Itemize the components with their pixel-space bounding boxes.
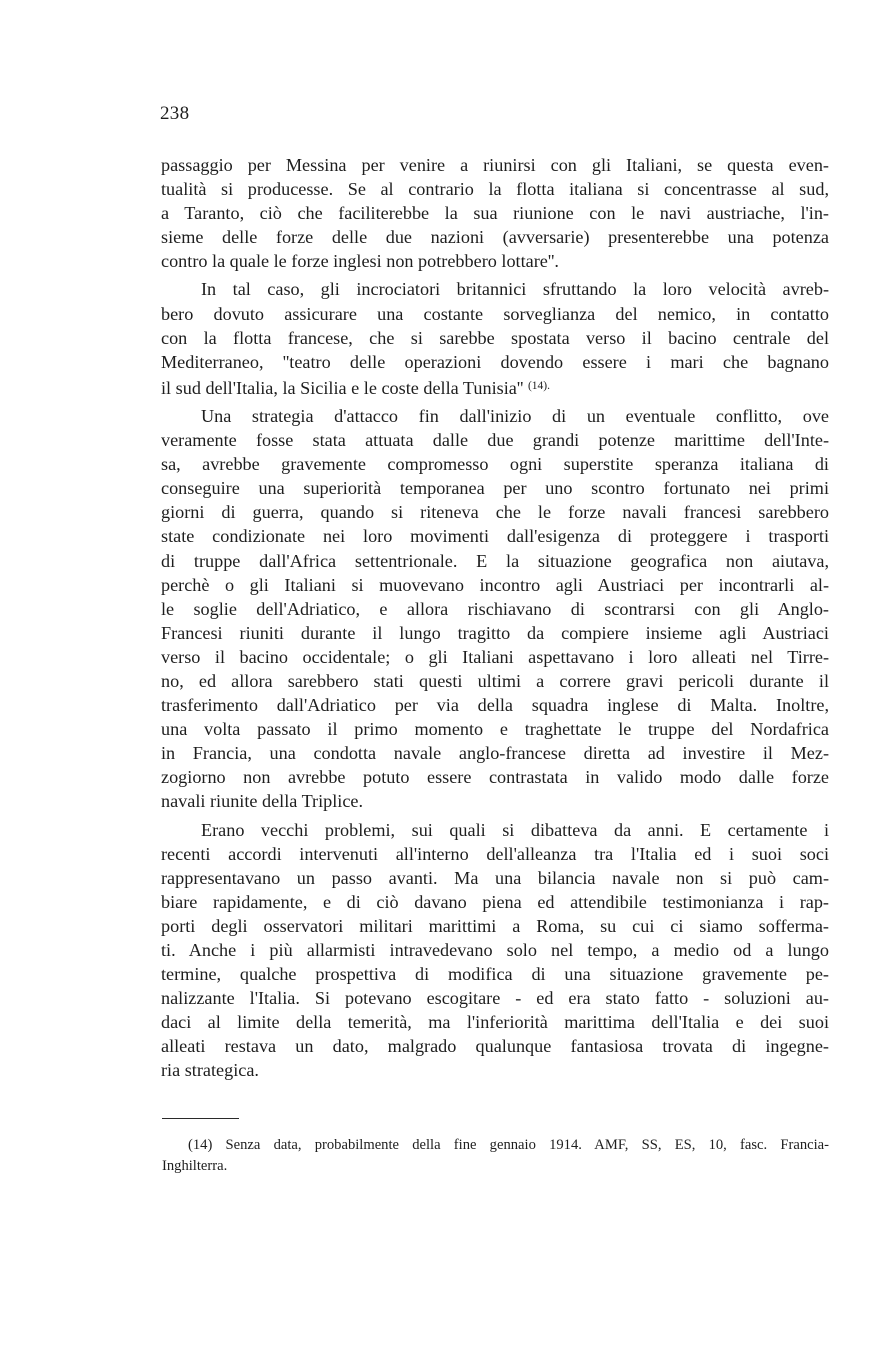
text-line: con la flotta francese, che si sarebbe spostata verso il bacino centrale del: [161, 327, 829, 348]
text-line-with-footnote: [161, 374, 829, 400]
footnote-line: Inghilterra.: [162, 1158, 228, 1174]
text-line: le soglie dell'Adriatico, e allora rischiavano di scontrarsi con gli Anglo-: [161, 598, 829, 619]
text-line: daci al limite della temerità, ma l'inferiorità marittima dell'Italia e dei suoi: [161, 1012, 829, 1033]
text-line: perchè o gli Italiani si muovevano incontro agli Austriaci per incontrarli al-: [161, 574, 829, 595]
text-line: Mediterraneo, ''teatro delle operazioni dovendo essere i mari che bagnano: [161, 351, 829, 372]
footnote-14: [162, 1135, 829, 1177]
text-line: ti. Anche i più allarmisti intravedevano solo nel tempo, a medio od a lungo: [161, 940, 829, 960]
paragraph-2: [161, 277, 829, 399]
text-line: bero dovuto assicurare una costante sorveglianza del nemico, in contatto: [161, 303, 829, 324]
text-line: termine, qualche prospettiva di modifica di una situazione gravemente pe-: [161, 964, 829, 985]
text-line: biare rapidamente, e di ciò davano piena ed attendibile testimonianza i rap-: [161, 891, 829, 912]
text-line: alleati restava un dato, malgrado qualunque fantasiosa trovata di ingegne-: [161, 1036, 829, 1057]
text-line: conseguire una superiorità temporanea per uno scontro fortunato nei primi: [161, 478, 829, 499]
footnote-reference: (14).: [527, 379, 550, 392]
footnote-line: (14) Senza data, probabilmente della fine gennaio 1914. AMF, SS, ES, 10, fasc. Francia-: [188, 1137, 829, 1153]
text-line: di truppe dall'Africa settentrionale. E la situazione geografica non aiutava,: [161, 550, 829, 571]
text-line: sa, avrebbe gravemente compromesso ogni superstite speranza italiana di: [161, 454, 829, 475]
paragraph-1: [161, 153, 829, 273]
text-line: rappresentavano un passo avanti. Ma una bilancia navale non si può cam-: [161, 867, 829, 888]
text-line: trasferimento dall'Adriatico per via della squadra inglese di Malta. Inoltre,: [161, 695, 829, 716]
text-line: in Francia, una condotta navale anglo-francese diretta ad investire il Mez-: [161, 743, 829, 764]
text-line: contro la quale le forze inglesi non potrebbero lottare''.: [161, 251, 559, 272]
text-line: una volta passato il primo momento e traghettate le truppe del Nordafrica: [161, 719, 829, 740]
footnote-divider: [162, 1118, 239, 1119]
page-number: 238: [160, 103, 190, 124]
text-line: il sud dell'Italia, la Sicilia e le coste della Tunisia'': [161, 377, 524, 398]
text-line: state condizionate nei loro movimenti dall'esigenza di proteggere i trasporti: [161, 526, 829, 547]
text-line: sieme delle forze delle due nazioni (avversarie) presenterebbe una potenza: [161, 227, 829, 248]
text-line: zogiorno non avrebbe potuto essere contrastata in valido modo dalle forze: [161, 767, 829, 788]
text-line: In tal caso, gli incrociatori britannici sfruttando la loro velocità avreb-: [201, 279, 829, 300]
text-line: Erano vecchi problemi, sui quali si dibatteva da anni. E certamente i: [201, 819, 829, 840]
text-line: tualità si producesse. Se al contrario la flotta italiana si concentrasse al sud,: [161, 179, 829, 200]
text-line: no, ed allora sarebbero stati questi ultimi a correre gravi pericoli durante il: [161, 670, 829, 691]
text-line: ria strategica.: [161, 1060, 259, 1081]
text-line: giorni di guerra, quando si riteneva che le forze navali francesi sarebbero: [161, 502, 829, 523]
text-line: a Taranto, ciò che faciliterebbe la sua riunione con le navi austriache, l'in-: [161, 203, 829, 224]
paragraph-3: [161, 404, 829, 814]
body-text: [161, 153, 829, 1083]
text-line: Una strategia d'attacco fin dall'inizio di un eventuale conflitto, ove: [201, 405, 829, 426]
text-line: nalizzante l'Italia. Si potevano escogitare - ed era stato fatto - soluzioni au-: [161, 988, 829, 1009]
text-line: recenti accordi intervenuti all'interno dell'alleanza tra l'Italia ed i suoi soci: [161, 843, 829, 864]
text-line: porti degli osservatori militari marittimi a Roma, su cui ci siamo sofferma-: [161, 915, 829, 936]
text-line: verso il bacino occidentale; o gli Italiani aspettavano i loro alleati nel Tirre-: [161, 646, 829, 667]
text-line: Francesi riuniti durante il lungo tragitto da compiere insieme agli Austriaci: [161, 622, 829, 643]
paragraph-4: [161, 818, 829, 1083]
text-line: navali riunite della Triplice.: [161, 791, 364, 812]
text-line: passaggio per Messina per venire a riunirsi con gli Italiani, se questa even-: [161, 155, 829, 175]
text-line: veramente fosse stata attuata dalle due grandi potenze marittime dell'Inte-: [161, 430, 829, 451]
